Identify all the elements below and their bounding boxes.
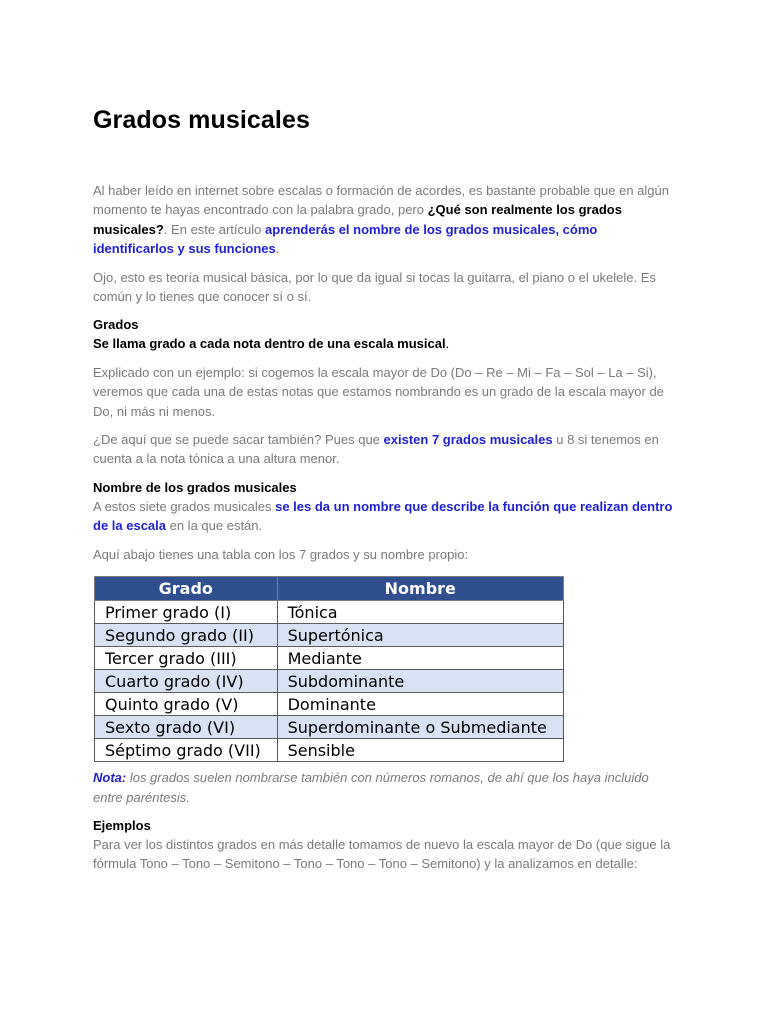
table-row	[95, 693, 564, 716]
table-cell-grado: Cuarto grado (IV)	[95, 670, 278, 693]
table-cell-nombre: Dominante	[277, 693, 563, 716]
grados-definition-bold: Se llama grado a cada nota dentro de una escala musical	[93, 336, 446, 352]
section-heading-grados: Grados	[93, 317, 139, 333]
intro-text-3: .	[275, 241, 280, 257]
nota-paragraph	[93, 768, 678, 807]
intro-highlight: aprenderás el nombre de los grados musicales, cómo identificarlos y sus funciones	[93, 221, 598, 257]
table-row	[95, 647, 564, 670]
grades-table	[94, 576, 564, 762]
table-cell-grado: Primer grado (I)	[95, 601, 278, 624]
table-row	[95, 739, 564, 762]
document-page	[93, 100, 678, 874]
table-cell-grado: Segundo grado (II)	[95, 624, 278, 647]
table-cell-grado: Tercer grado (III)	[95, 647, 278, 670]
section-heading-ejemplos: Ejemplos	[93, 817, 151, 833]
nota-label: Nota:	[93, 770, 127, 786]
ejemplos-paragraph: Para ver los distintos grados en más detalle tomamos de nuevo la escala mayor de Do (que sigue la fórmula Tono – Tono – Semitono – Tono – Tono – Tono – Semitono) y la analizamos en detalle:	[93, 836, 671, 872]
page-title: Grados musicales	[93, 106, 310, 134]
table-cell-grado: Séptimo grado (VII)	[95, 739, 278, 762]
nombres-paragraph-2: Aquí abajo tienes una tabla con los 7 grados y su nombre propio:	[93, 546, 469, 562]
grados-p2-text-2: u 8 si tenemos en cuenta a la nota tónica a una altura menor.	[93, 432, 659, 467]
table-cell-nombre: Sensible	[277, 739, 563, 762]
table-cell-nombre: Superdominante o Submediante	[277, 716, 563, 739]
grados-paragraph-1: Explicado con un ejemplo: si cogemos la escala mayor de Do (Do – Re – Mi – Fa – Sol – La – Si), veremos que cada una de estas notas que estamos nombrando es un grado de la escala mayor de Do, ni más ni menos.	[93, 364, 664, 419]
table-header-grado: Grado	[95, 577, 278, 601]
section-heading-nombres: Nombre de los grados musicales	[93, 479, 297, 495]
intro-text-2: . En este artículo	[163, 221, 265, 237]
grados-definition	[93, 334, 678, 353]
nombres-paragraph-1	[93, 497, 678, 536]
table-cell-nombre: Tónica	[277, 601, 563, 624]
grados-p2-highlight: existen 7 grados musicales	[383, 432, 553, 448]
intro-question: ¿Qué son realmente los grados musicales?	[93, 202, 622, 237]
table-row	[95, 601, 564, 624]
table-row	[95, 670, 564, 693]
table-header-row	[95, 577, 564, 601]
grados-p2-text-1: ¿De aquí que se puede sacar también? Pues que	[93, 432, 384, 448]
table-cell-nombre: Mediante	[277, 647, 563, 670]
nombres-p1-text-2: en la que están.	[166, 518, 263, 534]
intro-text-1: Al haber leído en internet sobre escalas o formación de acordes, es bastante probable que en algún momento te hayas encontrado con la palabra grado, pero	[93, 183, 669, 218]
table-cell-grado: Quinto grado (V)	[95, 693, 278, 716]
nombres-p1-text-1: A estos siete grados musicales	[93, 498, 276, 514]
intro-paragraph-2: Ojo, esto es teoría musical básica, por lo que da igual si tocas la guitarra, el piano o el ukelele. Es común y lo tienes que conocer sí o sí.	[93, 269, 656, 305]
nombres-p1-highlight: se les da un nombre que describe la función que realizan dentro de la escala	[93, 498, 673, 534]
nota-text: los grados suelen nombrarse también con números romanos, de ahí que los haya incluido entre paréntesis.	[93, 770, 649, 805]
table-row	[95, 624, 564, 647]
table-header-nombre: Nombre	[277, 577, 563, 601]
table-cell-nombre: Supertónica	[277, 624, 563, 647]
table-row	[95, 716, 564, 739]
table-cell-nombre: Subdominante	[277, 670, 563, 693]
grados-paragraph-2	[93, 430, 678, 469]
intro-paragraph	[93, 181, 678, 259]
table-cell-grado: Sexto grado (VI)	[95, 716, 278, 739]
grados-definition-end: .	[445, 336, 450, 352]
